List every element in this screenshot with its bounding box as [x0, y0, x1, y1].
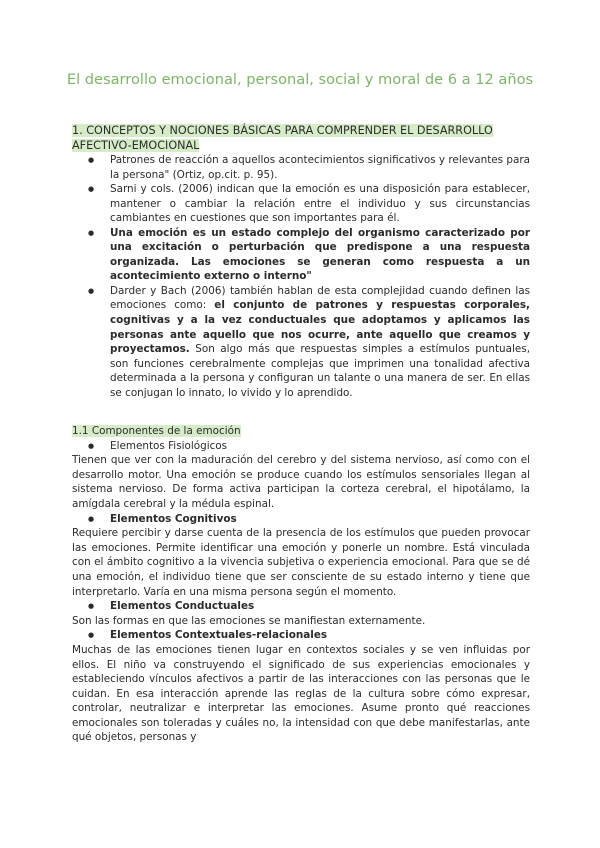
bullet-text: Patrones de reacción a aquellos acontecimientos significativos y relevantes para la persona" (Ortiz, op.cit. p. 95).	[110, 154, 530, 181]
components-section	[72, 424, 530, 745]
bullet-text: Sarni y cols. (2006) indican que la emoción es una disposición para establecer, mantener o cambiar la relación entre el individuo y sus circunstancias cambiantes en cuestiones que son importantes para él.	[110, 183, 530, 225]
list-item	[72, 153, 530, 182]
element-label: ● Elementos Conductuales	[72, 599, 530, 614]
list-item	[72, 182, 530, 226]
element-label: ● Elementos Cognitivos	[72, 512, 530, 527]
bullet-text: Son algo más que respuestas simples a estímulos puntuales, son funciones cerebralmente complejas que imprimen una tonalidad afectiva determinada a la persona y configuran un talante o una manera de ser. En ellas se conjugan lo innato, lo vivido y lo aprendido.	[110, 343, 530, 399]
subsection-heading-text: 1.1 Componentes de la emoción	[72, 425, 241, 437]
element-label: ● Elementos Fisiológicos	[72, 439, 530, 454]
section-heading	[72, 124, 530, 153]
page-title: El desarrollo emocional, personal, social y moral de 6 a 12 años	[66, 71, 534, 88]
subsection-heading	[72, 424, 530, 439]
element-paragraph: Muchas de las emociones tienen lugar en contextos sociales y se ven influidas por ellos. El niño va construyendo el significado de sus experiencias emocionales y estableciendo vínculos afectivos a partir de las interacciones con las personas que le cuidan. En esa interacción aprende las reglas de la cultura sobre cómo expresar, controlar, neutralizar e interpretar las emociones. Asume pronto qué reacciones emocionales son toleradas y cuáles no, la intensidad con que debe manifestarlas, ante qué objetos, personas y	[72, 643, 530, 744]
list-item	[72, 284, 530, 400]
element-label: ● Elementos Contextuales-relacionales	[72, 628, 530, 643]
list-item	[72, 226, 530, 284]
bullet-text-bold: Una emoción es un estado complejo del organismo caracterizado por una excitación o perturbación que predispone a una respuesta organizada. Las emociones se generan como respuesta a un acontecimiento externo o interno"	[110, 226, 530, 283]
section-heading-text: 1. CONCEPTOS Y NOCIONES BÁSICAS PARA COMPRENDER EL DESARROLLO AFECTIVO-EMOCIONAL	[72, 124, 493, 152]
element-paragraph: Tienen que ver con la maduración del cerebro y del sistema nervioso, así como con el desarrollo motor. Una emoción se produce cuando los estímulos sensoriales llegan al sistema nervioso. De forma activa participan la corteza cerebral, el hipotálamo, la amígdala cerebral y la médula espinal.	[72, 454, 530, 510]
bullet-text-bold: el conjunto de patrones y respuestas corporales, cognitivas y a la vez conductuales que adoptamos y aplicamos las personas ante aquello que nos ocurre, ante aquello que creamos y proyectamos.	[110, 299, 530, 356]
bullet-text: Darder y Bach (2006) también hablan de esta complejidad cuando definen las emociones como:	[110, 284, 530, 312]
element-paragraph: Son las formas en que las emociones se manifiestan externamente.	[72, 614, 426, 627]
element-paragraph: Requiere percibir y darse cuenta de la presencia de los estímulos que pueden provocar las emociones. Permite identificar una emoción y ponerle un nombre. Está vinculada con el ámbito cognitivo a la vivencia subjetiva o experiencia emocional. Para que se dé una emoción, el individuo tiene que ser consciente de su estado interno y tiene que interpretarlo. Varía en una misma persona según el momento.	[72, 527, 530, 598]
definitions-list	[72, 153, 530, 400]
